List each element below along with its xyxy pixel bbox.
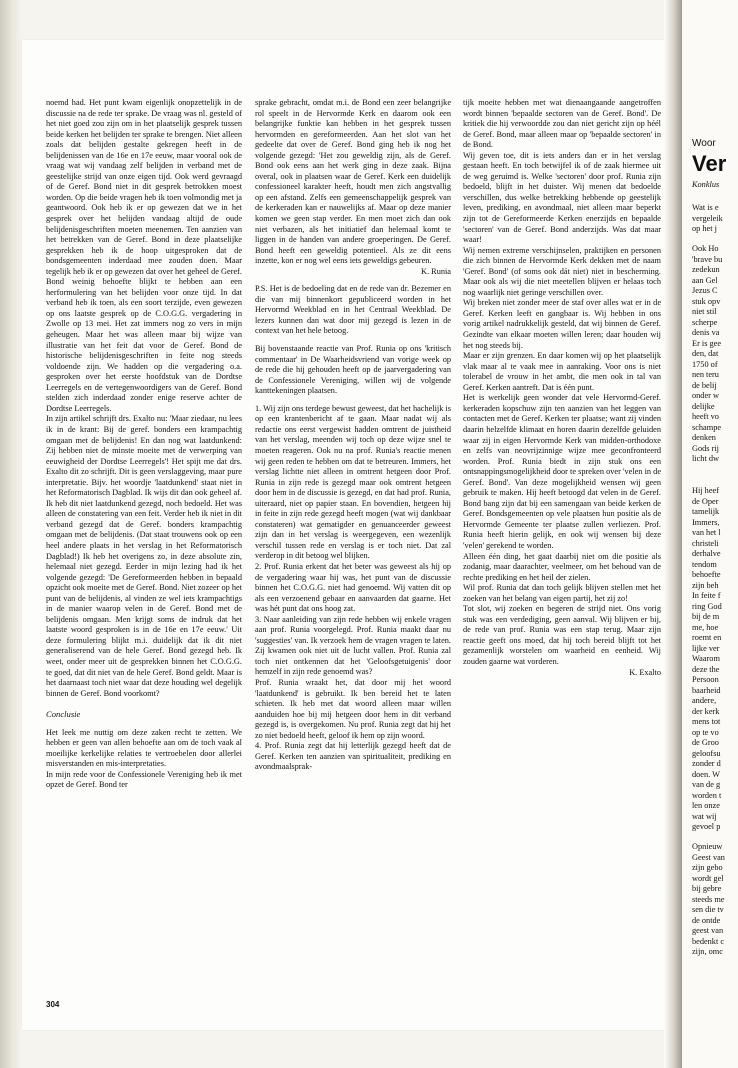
facing-page-line: Jezus C — [692, 286, 718, 295]
facing-page-line: aan Gel — [692, 275, 718, 285]
paragraph: Prof. Runia wraakt het, dat door mij het woord 'laatdunkend' is gebruikt. Ik ben bereid het te laten schieten. Ik heb met dat woord alleen maar willen aanduiden hoe bij mij hetgeen door hem in dit verband gezegd is, is overgekomen. Nu prof. Runia zegt dat hij het zo niet bedoeld heeft, geloof ik hem op zijn woord. — [255, 677, 451, 740]
facing-page-line: Wat is e — [692, 203, 719, 212]
facing-page-line: tendom — [692, 559, 717, 569]
facing-page-line: mens tot — [692, 717, 721, 726]
facing-page-line: de Groo — [692, 738, 719, 747]
facing-page-line: de Oper — [692, 496, 719, 506]
paragraph: tijk moeite hebben met wat dienaangaande aangetroffen wordt binnen 'bepaalde sectoren van de Geref. Bond'. De kritiek die hij verwoordde zou dan niet gericht zijn op héél de Geref. Bond, maar alleen maar op 'bepaalde sectoren' in de Bond. — [463, 98, 661, 150]
paragraph: Wil prof. Runia dat dan toch gelijk blijven stellen met het zoeken van het belang van eigen partij, het zij zo! — [463, 583, 661, 603]
facing-page-line: vergeleik — [692, 213, 723, 223]
facing-page-line: Gods rij — [692, 443, 719, 453]
facing-page-line: andere, — [692, 696, 717, 705]
facing-page-line: zedekun — [692, 265, 720, 274]
facing-page-line: van de g — [692, 780, 721, 789]
paragraph: 3. Naar aanleiding van zijn rede hebben wij enkele vragen aan prof. Runia voorgelegd. Prof. Runia maakt daar nu 'suggesties' van. Ik verzoek hem de vragen vragen te laten. Zij kwamen ook niet uit de lucht vallen. Prof. Runia zal toch niet ontkennen dat het 'Geloofsgetuigenis' door hemzelf in zijn rede genoemd was? — [255, 614, 451, 677]
article-column-3 — [463, 98, 661, 678]
paragraph: Tot slot, wij zoeken en begeren de strijd niet. Ons vorig stuk was een verdediging, geen aanval. Wij blijven er bij, de rede van prof. Runia was een stap terug. Maar zijn reactie geeft ons moed, dat hij toch bereid blijft tot het gezamenlijk worstelen om waarheid en eenheid. Wij zouden gaarne wat vorderen. — [463, 604, 661, 666]
facing-page-line: ring God — [692, 601, 722, 611]
paragraph: Alleen één ding, het gaat daarbij niet om die positie als zodanig, maar daarachter, veelmeer, om het behoud van de rechte prediking en het heil der zielen. — [463, 551, 661, 582]
facing-page-line: Opnieuw — [692, 842, 723, 851]
facing-page-block-2 — [692, 244, 722, 465]
facing-page-kicker: Woor — [692, 138, 716, 149]
facing-page-line: van het l — [692, 528, 721, 537]
facing-page-line: nen teru — [692, 370, 719, 379]
facing-page-line: de ontde — [692, 915, 721, 925]
facing-page-line: zijn gebo — [692, 863, 723, 872]
facing-page-title: Ver — [692, 151, 727, 176]
facing-page-line: sen die tv — [692, 905, 724, 914]
facing-page-line: heeft vo — [692, 412, 719, 421]
signature-exalto: K. Exalto — [629, 667, 661, 677]
facing-page-line: len onze — [692, 801, 720, 810]
facing-page-line: gevoel p — [692, 822, 721, 831]
facing-page-line: op te vo — [692, 727, 719, 737]
facing-page-line: bedenkt c — [692, 936, 725, 946]
paragraph: In zijn artikel schrijft drs. Exalto nu: 'Maar ziedaar, nu lees ik in de krant: Bij de geref. bonders een krampachtig omgaan met de belijdenis! En dan nog wat laatdunkend: Zij hebben niet de minste moeite met de verwerping van eeuwigheid der Dordtse Leerregels'! Het spijt me dat drs. Exalto dit zo schrijft. Dit is geen verslaggeving, maar pure interpretatie. Bijv. het woordje 'laatdunkend' staat niet in het Reformatorisch Dagblad. Ik wijs dit dan ook geheel af. Ik heb dit niet laatdunkend gezegd, noch bedoeld. Het was alleen de constatering van een feit. Verder heb ik niet in dit verband gezegd dat de Geref. bonders krampachtig omgaan met de belijdenis. (Dat staat trouwens ook op een heel andere plaats in het verslag in het Reformatorisch Dagblad!) Ik heb het overigens zo, in deze absolute zin, helemaal niet gezegd. Eerder in mijn lezing had ik het volgende gezegd: 'De Gereformeerden hebben in bepaald opzicht ook moeite met de Geref. Bond. Niet zozeer op het punt van de belijdenis, al vinden ze wel iets krampachtigs in de manier waarop velen in de Geref. Bond met de belijdenis omgaan. Men krijgt soms de indruk dat het laatste woord gesproken is in de 16e en 17e eeuw.' Uit deze formulering blijkt m.i. duidelijk dat ik dit niet generaliserend van de hele Geref. Bond gezegd heb. Ik weet, onder meer uit de gesprekken binnen het C.O.G.G. te goed, dat dit niet van de hele Geref. Bond geldt. Maar is het daarnaast toch niet waar dat deze houding wel degelijk binnen de Geref. Bond voorkomt? — [46, 414, 242, 698]
facing-page-line: deze the — [692, 664, 720, 674]
facing-page-line: doen. W — [692, 769, 720, 779]
paragraph: noemd had. Het punt kwam eigenlijk onopzettelijk in de discussie na de rede ter sprake. De vraag was nl. gesteld of het niet goed zou zijn om in het plaatselijk gesprek tussen beide kerken het belijden ter sprake te brengen. Niet alleen zoals dat belijden gestalte gekregen heeft in de belijdenissen van de 16e en 17e eeuw, maar vooral ook de vraag wat wij vandaag zelf belijden in verband met de geestelijke strijd van onze eigen tijd. Ook werd gevraagd of de Geref. Bond niet in dit gesprek betrokken moest worden. Op die beide vragen heb ik toen volmondig met ja geantwoord. Ook heb ik er op gewezen dat we in het gesprek over het belijden vandaag altijd de oude belijdenisgeschriften moeten meenemen. Ten aanzien van het betrekken van de Geref. Bond in deze plaatselijke gesprekken heb ik de hoop uitgesproken dat de bondsgemeenten inderdaad mee zouden doen. Maar tegelijk heb ik er op gewezen dat over het geheel de Geref. Bond weinig behoefte blijkt te hebben aan een herformulering van het belijden voor onze tijd. In dat verband heb ik toen, als een soort terzijde, even gewezen op ons laatste gesprek op de C.O.G.G. vergadering in Zwolle op 13 mei. Het zat immers nog zo vers in mijn geheugen. Maar het was alleen maar bij wijze van illustratie van het feit dat voor de Geref. Bond de historische belijdenisgeschriften in feite nog steeds voldoende zijn. We hadden op die vergadering o.a. gesproken over het eerste hoofdstuk van de Dordtse Leerregels en de vertegenwoordigers van de Geref. Bond stelden zich inderdaad zonder enige reserve achter de Dordtse Leerregels. — [46, 98, 242, 413]
facing-page-line: op het j — [692, 224, 717, 233]
book-spine-shadow — [0, 0, 22, 1068]
facing-page-line: Er is gee — [692, 338, 722, 348]
paragraph: Het leek me nuttig om deze zaken recht te zetten. We hebben er geen van allen behoefte aan om de toch vaak al moeilijke kerkelijke relaties te vertroebelen door allerlei misverstanden en mis-interpretaties. — [46, 727, 242, 769]
paragraph: In mijn rede voor de Confessionele Vereniging heb ik met opzet de Geref. Bond ter — [46, 769, 242, 790]
facing-page-block-4 — [692, 842, 725, 958]
facing-page-line: me, hoe — [692, 622, 719, 632]
facing-page-line: geloofsu — [692, 748, 721, 758]
paragraph: Maar er zijn grenzen. En daar komen wij op het plaatselijk vlak maar al te vaak mee in aanraking. Voor ons is niet tolerabel de vrouw in het ambt, die men ook in tal van Geref. Kerken aantreft. Dat is één punt. — [463, 351, 661, 392]
facing-page-line: der kerk — [692, 706, 720, 716]
facing-page-line: Immers, — [692, 517, 720, 527]
facing-page-line: zijn beh — [692, 580, 719, 590]
facing-page-line: worden t — [692, 790, 722, 800]
facing-page-line: licht dw — [692, 454, 719, 463]
facing-page-line: christeli — [692, 538, 719, 548]
paragraph: Wij geven toe, dit is iets anders dan er in het verslag gestaan heeft. En toch betwijfel ik of de zaak hiermee uit de weg geruimd is. Welke 'sectoren' door prof. Runia zijn bedoeld, blijft in het duister. Wij menen dat bedoelde verschillen, dus welke betrekking hebbende op geestelijk leven, prediking, en avondmaal, niet alleen maar beperkt zijn tot de Gereformeerde Kerken enerzijds en bepaalde 'sectoren' van de Geref. Bond anderzijds. Was dat maar waar! — [463, 150, 661, 245]
facing-page-line: Ook Ho — [692, 244, 719, 253]
paragraph: Bij bovenstaande reactie van Prof. Runia op ons 'kritisch commentaar' in De Waarheidsvriend van vorige week op de rede die hij gehouden heeft op de jaarvergadering van de Confessionele Vereniging, willen wij de volgende kanttekeningen plaatsen. — [255, 344, 451, 396]
book-gutter-shadow — [664, 0, 682, 1068]
facing-page-line: stuk opv — [692, 296, 721, 306]
facing-page-subtitle: Konklus — [692, 180, 720, 189]
facing-page-line: denis va — [692, 328, 720, 337]
facing-page-line: wat wij — [692, 811, 717, 821]
paragraph: 4. Prof. Runia zegt dat hij letterlijk gezegd heeft dat de Geref. Kerken ten aanzien van spiritualiteit, prediking en avondmaalsprak- — [255, 741, 451, 772]
article-column-1 — [46, 98, 242, 791]
facing-page-line: lijke ver — [692, 643, 720, 653]
facing-page-line: derhalve — [692, 549, 721, 558]
facing-page-line: In feite f — [692, 591, 721, 600]
facing-page-line: den, dat — [692, 349, 719, 358]
facing-page-block-1 — [692, 203, 723, 235]
facing-page-line: zijn, omc — [692, 947, 723, 956]
page-number: 304 — [46, 1000, 60, 1009]
facing-page-line: roemt en — [692, 633, 722, 642]
facing-page-line: 'brave bu — [692, 254, 723, 264]
paragraph: sprake gebracht, omdat m.i. de Bond een zeer belangrijke rol speelt in de Hervormde Kerk en daarom ook een belangrijke funktie kan hebben in het gesprek tussen hervormden en gereformeerden. Aan het slot van het gedeelte dat over de Geref. Bond ging heb ik nog het volgende gezegd: 'Het zou geweldig zijn, als de Geref. Bond ook eens aan het werk ging in deze zaak. Bijna overal, ook in plaatsen waar de Geref. Kerk een duidelijk confessioneel karakter heeft, houdt men zich angstvallig op een afstand. Zelfs een gemeenschappelijk gesprek van de kerkeraden kan er nauwelijks af. Maar op deze manier komen we geen stap verder. En men moet zich dan ook niet verbazen, als het initiatief dan helemaal komt te liggen in de handen van andere groeperingen. De Geref. Bond heeft een geweldig potentieel. Als ze dit eens inzette, kon er nog wel eens iets geweldigs gebeuren. — [255, 98, 451, 266]
facing-page-line: denken — [692, 433, 716, 442]
facing-page-line: schampe — [692, 422, 722, 432]
section-heading: Conclusie — [46, 709, 81, 720]
facing-page-block-3 — [692, 486, 722, 833]
facing-page-line: delijke — [692, 401, 715, 411]
article-column-2 — [255, 98, 451, 773]
facing-page-line: baarheid — [692, 685, 721, 695]
postscript: P.S. Het is de bedoeling dat en de rede van dr. Bezemer en die van mij binnenkort gepubliceerd worden in het Hervormd Weekblad en in het Centraal Weekblad. De lezers kunnen dan wat door mij gezegd is lezen in de context van het hele betoog. — [255, 284, 451, 336]
paragraph: 2. Prof. Runia erkent dat het beter was geweest als hij op de vergadering waar hij was, het punt van de discussie binnen het C.O.G.G. niet had genoemd. Wij vatten dit op als een verzoenend gebaar en aanvaarden dat gaarne. Het was hét punt dat ons hoog zat. — [255, 561, 451, 614]
paragraph: 1. Wij zijn ons terdege bewust geweest, dat het hachelijk is op een krantenbericht af te gaan. Maar nadat wij als redactie ons eerst vergewist hadden omtrent de juistheid van het verslag, meenden wij toch op deze wijze snel te moeten reageren. Ook nu na prof. Runia's reactie menen wij geen reden te hebben om dat te betreuren. Immers, het verslag lichtte niet alleen in omtrent hetgeen door Prof. Runia in zijn rede is gezegd maar ook omtrent hetgeen door hem in de discussie is gezegd, en dat had prof. Runia, uiteraard, niet op papier staan. En bovendien, hetgeen hij in feite in zijn rede gezegd heeft mogen (wat wij dankbaar constateren) wat gematigder en genuanceerder geweest zijn dan in het verslag is weergegeven, een wezenlijk verschil tussen rede en verslag is er toch niet. Dat zal verderop in dit betoog wel blijken. — [255, 403, 451, 561]
facing-page-line: bij de m — [692, 612, 720, 621]
facing-page-line: zonder d — [692, 759, 721, 768]
facing-page-line: Waarom — [692, 654, 720, 663]
facing-page-line: behoefte — [692, 570, 721, 579]
facing-page-line: steeds me — [692, 894, 725, 904]
paragraph: Wij nemen extreme verschijnselen, praktijken en personen die zich binnen de Hervormde Kerk dekken met de naam 'Geref. Bond' (of soms ook dát niet) niet in bescherming. Maar ook als wij die niet meetellen blijven er helaas toch nog waarlijk niet geringe verschillen over. — [463, 245, 661, 297]
facing-page-line: niet stil — [692, 307, 717, 316]
facing-page-line: tamelijk — [692, 507, 720, 516]
paragraph: Het is werkelijk geen wonder dat vele Hervormd-Geref. kerkeraden kopschuw zijn ten aanzien van het leggen van contacten met de Geref. Kerken ter plaatse; want zij vinden daarin helzelfde klimaat en horen daarin dezelfde geluiden waar zij in eigen Hervormde Kerk van midden-orthodoxe en zelfs van neovrijzinnige wijze mee geconfronteerd worden. Prof. Runia biedt in zijn stuk ons een ontsnappingsmogelijkheid door te spreken over 'velen in de Geref. Bond'. Van deze mogelijkheid wensen wij geen gebruik te maken. Hij heeft betoogd dat velen in de Geref. Bond bang zijn dat bij een samengaan van beide kerken de Geref. Bondsgemeenten op vele plaatsen hun positie als de Hervormde Gemeente ter plaatse zullen verliezen. Prof. Runia heeft hierin gelijk, en ook wij wensen bij deze 'velen' gerekend te worden. — [463, 393, 661, 550]
facing-page-line: de belij — [692, 380, 717, 390]
paragraph: Wij breken niet zonder meer de staf over alles wat er in de Geref. Kerken leeft en gangbaar is. Wij hebben in ons vorig artikel nadrukkelijk gesteld, dat wij binnen de Geref. Gezindte van elkaar moeten willen leren; daar houden wij het nog steeds bij. — [463, 298, 661, 350]
facing-page-line: wordt gel — [692, 873, 724, 883]
facing-page-line: Hij heef — [692, 486, 719, 495]
facing-page-line: Geest van — [692, 852, 725, 862]
facing-page-line: 1750 of — [692, 359, 718, 369]
facing-page-edge — [682, 0, 738, 1068]
facing-page-line: Persoon — [692, 675, 719, 684]
facing-page-line: scherpe — [692, 317, 718, 327]
signature-runia: K. Runia — [421, 266, 451, 276]
facing-page-line: bij gebre — [692, 884, 722, 893]
facing-page-line: onder w — [692, 391, 719, 400]
facing-page-line: geest van — [692, 926, 724, 935]
